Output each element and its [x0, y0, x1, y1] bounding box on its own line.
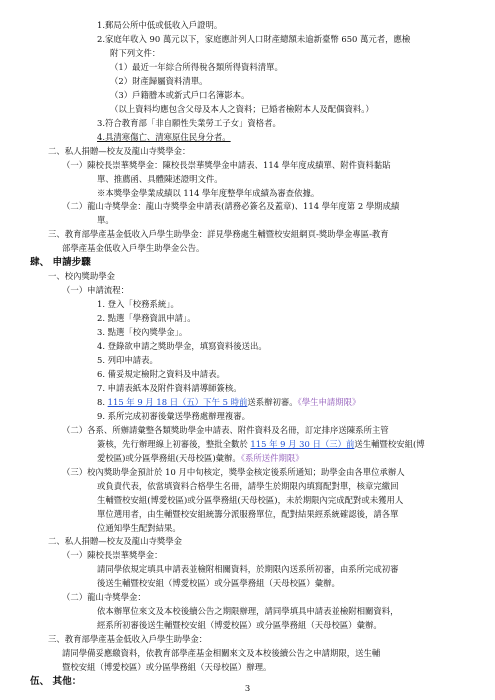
doc-line: 暨校安組（博愛校區）或分區學務組（天母校區）辦理。	[62, 662, 272, 672]
section-heading: 三、教育部學產基金低收入戶學生助學金：詳見學務處生輔暨校安組網頁-獎助學金專區-教育	[48, 229, 389, 240]
doc-line: 部學產基金低收入戶學生助學金公告。	[62, 243, 205, 254]
doc-line: （二）龍山寺獎學金：	[62, 592, 146, 603]
doc-line: （三）校內獎助學金預計於 10 月中旬核定，獎學金核定後系所通知；助學金由各單位承辦人	[62, 466, 405, 477]
doc-line: 單、推薦函、具體陳述證明文件。	[97, 173, 223, 184]
student-deadline-date: 115 年 9 月 18 日（五）下午 5 時前	[107, 396, 248, 407]
doc-line: 1.郵局公所中低或低收入戶證明。	[97, 20, 223, 30]
doc-line: 或負責代表，依當填資料合格學生名冊，請學生於期限內填寫配對單，核章完繳回	[97, 480, 399, 491]
doc-text: 愛校區)或分區學務組(天母校區)彙辦。	[97, 452, 241, 463]
step-item: 2. 點選「學務資訊申請」。	[97, 313, 196, 324]
section-heading: 一、校內獎助學金	[48, 271, 115, 282]
section-heading: 二、私人捐贈—校友及龍山寺獎學金：	[48, 145, 191, 156]
doc-line: 請同學依規定填具申請表並檢附相關資料，於期限內送系所初審，由系所完成初審	[97, 564, 399, 575]
chapter-heading: 肆、 申請步驟	[30, 257, 91, 269]
doc-text: 簽核，先行辦理線上初審後，整批全數於	[97, 438, 251, 449]
doc-line: （一）申請流程：	[62, 285, 129, 296]
doc-line: 後送生輔暨校安組（博愛校區）或分區學務組（天母校區）彙辦。	[97, 578, 340, 589]
doc-line: （2）財產歸屬資料清單。	[110, 75, 208, 86]
doc-line: （二）龍山寺獎學金：龍山寺獎學金申請表(請務必簽名及蓋章)、114 學年度第 2 學期成績	[62, 201, 400, 212]
step-item: 1. 登入「校務系統」。	[97, 299, 179, 310]
step-item: 6. 備妥規定檢附之資料及申請表。	[97, 368, 225, 379]
doc-line: （以上資料均應包含父母及本人之資料；已婚者檢附本人及配偶資料。）	[110, 103, 374, 114]
step-item: 7. 申請表紙本及附件資料請導師簽核。	[97, 382, 242, 393]
chapter-heading: 伍、 其他：	[30, 676, 82, 687]
doc-line: 依本辦單位來文及本校後續公告之期限辦理，請同學填具申請表並檢附相關資料，	[97, 606, 399, 617]
doc-line: （3）戶籍謄本或新式戶口名簿影本。	[110, 89, 250, 100]
doc-line	[97, 439, 425, 450]
doc-line: 附下列文件：	[110, 47, 161, 58]
student-deadline-note: 《學生申請期限》	[297, 396, 361, 407]
step-item: 3. 點選「校內獎學金」。	[97, 327, 188, 338]
doc-line: （一）陳校長崇華獎學金：	[62, 550, 163, 561]
doc-line: 單位選用者，由生輔暨校安組統籌分派服務單位，配對結果經系統確認後，請各單	[97, 508, 399, 519]
dept-deadline-date: 115 年 9 月 30 日（三）前	[250, 438, 355, 449]
doc-line: 單。	[97, 215, 114, 226]
doc-line: 經系所初審後送生輔暨校安組（博愛校區）或分區學務組（天母校區）彙辦。	[97, 620, 382, 631]
step-number: 8.	[97, 396, 108, 407]
doc-line: （1）最近一年綜合所得稅各類所得資料清單。	[110, 61, 283, 72]
step-item-deadline	[97, 397, 360, 408]
dept-deadline-note: 《系所送件期限》	[240, 452, 304, 463]
doc-line: 生輔暨校安組(博愛校區)或分區學務組(天母校區)，未於期限內完成配對或未獲用人	[97, 494, 404, 505]
doc-line: ※本獎學金學業成績以 114 學年度整學年成績為審查依據。	[97, 187, 320, 198]
step-item: 5. 列印申請表。	[97, 355, 158, 365]
doc-line: 請同學備妥應繳資料，依教育部學產基金相關來文及本校後續公告之申請期限，送生輔	[62, 648, 381, 659]
step-item: 4. 登錄欲申請之獎助學金，填寫資料後送出。	[97, 341, 267, 351]
doc-line: 4.具清寒傷亡、清寒原住民身分者。	[97, 131, 231, 142]
doc-line	[97, 453, 304, 464]
doc-text: 送生輔暨校安組(博	[354, 438, 425, 449]
doc-line: 3.符合教育部「非自願性失業勞工子女」資格者。	[97, 117, 281, 128]
doc-line: 2.家庭年收入 90 萬元以下，家庭應計列人口財產總額未逾新臺幣 650 萬元者，應檢	[97, 34, 411, 44]
step-text: 送系辦初審。	[247, 396, 298, 407]
step-item: 9. 系所完成初審後彙送學務處辦理複審。	[97, 410, 251, 421]
doc-line: （二）各系、所辦請彙整各類獎助學金申請表、附件資料及名冊，訂定排序送陳系所主管	[62, 424, 389, 435]
doc-line: 三、教育部學產基金低收入戶學生助學金：	[48, 634, 208, 645]
section-heading: 二、私人捐贈—校友及龍山寺獎學金	[48, 536, 182, 547]
page-number: 3	[244, 683, 251, 693]
doc-line: 位通知學生配對結果。	[97, 522, 181, 533]
doc-line: （一）陳校長崇華獎學金：陳校長崇華獎學金申請表、114 學年度成績單、附件資料黏貼	[62, 159, 391, 170]
